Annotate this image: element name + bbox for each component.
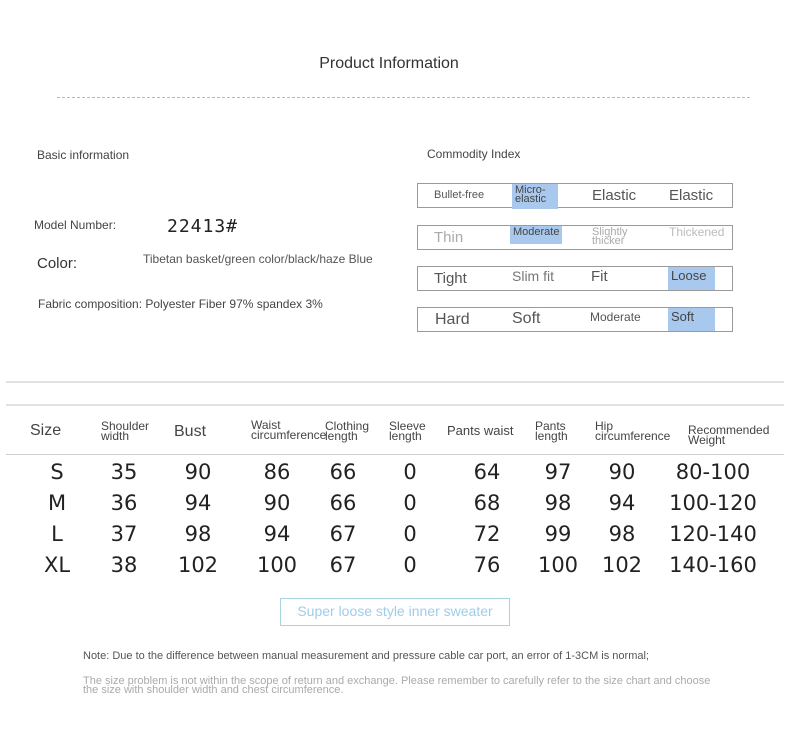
index-cell-selected: Loose — [668, 267, 715, 290]
index-cell: Moderate — [590, 310, 641, 324]
table-cell: 100-120 — [669, 491, 757, 515]
table-cell: 66 — [329, 460, 357, 484]
table-cell: 94 — [184, 491, 212, 515]
index-cell: Slim fit — [512, 268, 554, 284]
index-cell: Fit — [591, 268, 608, 285]
style-note-box: Super loose style inner sweater — [280, 598, 510, 626]
table-cell: 98 — [608, 522, 636, 546]
table-cell: 90 — [184, 460, 212, 484]
index-cell: Tight — [434, 270, 467, 287]
table-cell: 97 — [544, 460, 572, 484]
table-header-rule — [6, 454, 784, 455]
index-row-thickness — [417, 225, 733, 250]
table-cell: 100 — [537, 553, 579, 577]
table-cell: 0 — [403, 491, 417, 515]
table-cell: 99 — [544, 522, 572, 546]
index-cell: Elastic — [592, 187, 637, 204]
index-row-softness — [417, 307, 733, 332]
index-cell: Slightly thicker — [592, 226, 628, 247]
header-clothing-length: Clothing length — [325, 419, 370, 443]
table-cell: 36 — [110, 491, 138, 515]
table-cell: 102 — [177, 553, 219, 577]
header-size: Size — [30, 422, 62, 439]
header-bust: Bust — [174, 423, 207, 440]
return-policy-note: The size problem is not within the scope of return and exchange. Please remember to carefully refer to the size chart and choose the size with shoulder width and chest circumference. — [83, 675, 711, 696]
table-cell: 94 — [263, 522, 291, 546]
table-cell: 98 — [544, 491, 572, 515]
header-sleeve-length: Sleeve length — [389, 419, 426, 443]
size-cell: XL — [43, 553, 71, 577]
model-number-value: 22413# — [167, 216, 239, 237]
table-cell: 68 — [473, 491, 501, 515]
table-cell: 76 — [473, 553, 501, 577]
table-cell: 90 — [608, 460, 636, 484]
table-cell: 66 — [329, 491, 357, 515]
header-shoulder-width: Shoulder width — [101, 419, 150, 443]
page-title: Product Information — [319, 55, 459, 72]
index-cell: Elastic — [669, 187, 714, 204]
commodity-index-label: Commodity Index — [427, 147, 521, 161]
table-cell: 100 — [256, 553, 298, 577]
table-cell: 120-140 — [669, 522, 757, 546]
measurement-note: Note: Due to the difference between manual measurement and pressure cable car port, an error of 1-3CM is normal; — [83, 650, 649, 662]
table-cell: 102 — [601, 553, 643, 577]
index-cell: Thin — [434, 229, 464, 246]
table-cell: 80-100 — [675, 460, 751, 484]
title-divider — [57, 97, 750, 98]
table-cell: 67 — [329, 522, 357, 546]
basic-info-label: Basic information — [37, 148, 130, 162]
header-recommended-weight: Recommended Weight — [688, 423, 770, 447]
table-cell: 0 — [403, 522, 417, 546]
color-label: Color: — [37, 255, 78, 272]
table-cell: 94 — [608, 491, 636, 515]
size-cell: M — [47, 491, 67, 515]
index-row-fit — [417, 266, 733, 291]
size-cell: L — [51, 522, 63, 546]
model-number-label: Model Number: — [34, 218, 117, 232]
table-cell: 38 — [110, 553, 138, 577]
header-hip-circumference: Hip circumference — [595, 419, 671, 443]
table-cell: 0 — [403, 460, 417, 484]
color-value: Tibetan basket/green color/black/haze Blue — [143, 252, 373, 266]
table-cell: 98 — [184, 522, 212, 546]
index-cell: Soft — [512, 310, 541, 327]
table-cell: 72 — [473, 522, 501, 546]
table-cell: 37 — [110, 522, 138, 546]
header-pants-waist: Pants waist — [447, 423, 514, 438]
index-cell: Hard — [435, 311, 470, 328]
fabric-composition: Fabric composition: Polyester Fiber 97% spandex 3% — [38, 297, 323, 311]
index-cell-selected: Micro-elastic — [512, 184, 558, 209]
table-cell: 140-160 — [669, 553, 757, 577]
index-cell: Bullet-free — [434, 189, 485, 201]
table-cell: 67 — [329, 553, 357, 577]
section-divider — [6, 381, 784, 383]
index-row-stretch — [417, 183, 733, 208]
table-cell: 86 — [263, 460, 291, 484]
index-cell: Thickened — [669, 225, 725, 239]
size-cell: S — [50, 460, 64, 484]
table-cell: 0 — [403, 553, 417, 577]
header-pants-length: Pants length — [535, 419, 568, 443]
table-cell: 90 — [263, 491, 291, 515]
table-cell: 35 — [110, 460, 138, 484]
index-cell-selected: Soft — [668, 308, 715, 331]
header-waist-circumference: Waist circumference — [251, 418, 327, 442]
index-cell-selected: Moderate — [510, 226, 562, 244]
table-top-rule — [6, 404, 784, 406]
table-cell: 64 — [473, 460, 501, 484]
